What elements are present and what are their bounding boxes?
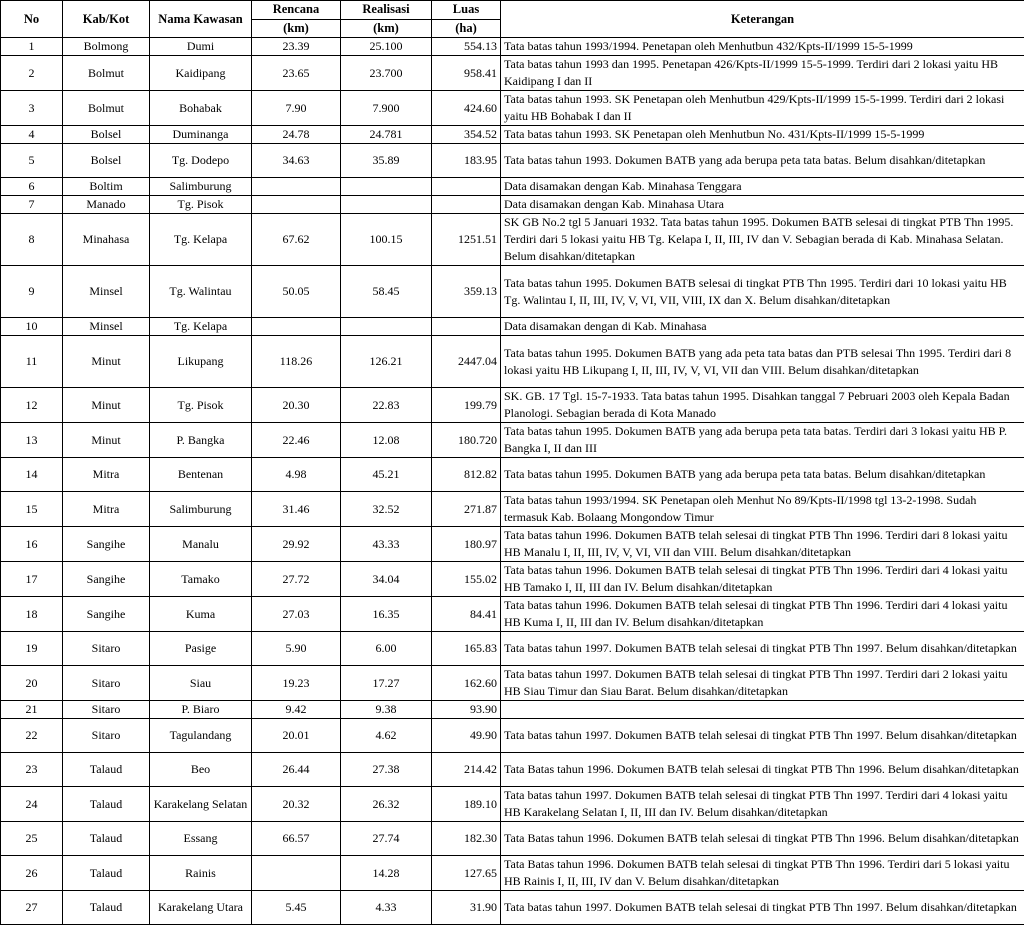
cell-realisasi: 27.38 — [341, 753, 432, 787]
cell-realisasi: 43.33 — [341, 527, 432, 562]
cell-keterangan: SK GB No.2 tgl 5 Januari 1932. Tata batas tahun 1995. Dokumen BATB selesai di tingkat PTB Thn 1995. Terdiri dari 5 lokasi yaitu HB Tg. Kelapa I, II, III, IV dan V. Sebagian berada di Kab. Minahasa Selatan. Belum disahkan/ditetapkan — [501, 214, 1024, 266]
table-row — [1, 423, 1024, 458]
cell-nama-kawasan: Tagulandang — [150, 719, 252, 753]
cell-nama-kawasan: Rainis — [150, 856, 252, 891]
cell-rencana: 27.03 — [252, 597, 341, 632]
cell-keterangan: Tata batas tahun 1993 dan 1995. Penetapan 426/Kpts-II/1999 15-5-1999. Terdiri dari 2 lokasi yaitu HB Kaidipang I dan II — [501, 56, 1024, 91]
cell-realisasi: 4.62 — [341, 719, 432, 753]
cell-no: 23 — [1, 753, 63, 787]
header-unit-luas: (ha) — [432, 19, 501, 38]
header-no: No — [1, 1, 63, 38]
cell-no: 13 — [1, 423, 63, 458]
cell-kab-kot: Minut — [63, 423, 150, 458]
cell-kab-kot: Minut — [63, 336, 150, 388]
cell-no: 10 — [1, 318, 63, 336]
table-row — [1, 562, 1024, 597]
cell-rencana: 66.57 — [252, 822, 341, 856]
cell-keterangan: Tata batas tahun 1996. Dokumen BATB telah selesai di tingkat PTB Thn 1996. Terdiri dari 8 lokasi yaitu HB Manalu I, II, III, IV, V, VI, VII dan VIII. Belum disahkan/ditetapkan — [501, 527, 1024, 562]
cell-no: 16 — [1, 527, 63, 562]
cell-luas: 180.97 — [432, 527, 501, 562]
cell-luas: 812.82 — [432, 458, 501, 492]
cell-realisasi: 16.35 — [341, 597, 432, 632]
cell-nama-kawasan: Salimburung — [150, 178, 252, 196]
cell-rencana: 23.39 — [252, 38, 341, 56]
cell-realisasi: 35.89 — [341, 144, 432, 178]
cell-realisasi: 126.21 — [341, 336, 432, 388]
cell-kab-kot: Minsel — [63, 318, 150, 336]
cell-luas: 183.95 — [432, 144, 501, 178]
cell-no: 22 — [1, 719, 63, 753]
cell-luas: 189.10 — [432, 787, 501, 822]
cell-luas: 93.90 — [432, 701, 501, 719]
cell-rencana: 20.32 — [252, 787, 341, 822]
table-row — [1, 597, 1024, 632]
cell-no: 4 — [1, 126, 63, 144]
cell-realisasi: 14.28 — [341, 856, 432, 891]
cell-keterangan: Data disamakan dengan Kab. Minahasa Tenggara — [501, 178, 1024, 196]
table-row — [1, 891, 1024, 925]
cell-kab-kot: Bolmong — [63, 38, 150, 56]
cell-luas: 84.41 — [432, 597, 501, 632]
cell-kab-kot: Bolmut — [63, 56, 150, 91]
cell-kab-kot: Bolmut — [63, 91, 150, 126]
cell-nama-kawasan: Tamako — [150, 562, 252, 597]
cell-kab-kot: Talaud — [63, 753, 150, 787]
cell-realisasi: 34.04 — [341, 562, 432, 597]
cell-rencana: 23.65 — [252, 56, 341, 91]
table-row — [1, 719, 1024, 753]
table-row — [1, 214, 1024, 266]
cell-keterangan: Tata batas tahun 1997. Dokumen BATB telah selesai di tingkat PTB Thn 1997. Terdiri dari 2 lokasi yaitu HB Siau Timur dan Siau Barat. Belum disahkan/ditetapkan — [501, 666, 1024, 701]
cell-nama-kawasan: Tg. Kelapa — [150, 214, 252, 266]
cell-no: 1 — [1, 38, 63, 56]
header-unit-realisasi: (km) — [341, 19, 432, 38]
cell-nama-kawasan: Bentenan — [150, 458, 252, 492]
cell-kab-kot: Bolsel — [63, 126, 150, 144]
cell-nama-kawasan: Essang — [150, 822, 252, 856]
cell-no: 15 — [1, 492, 63, 527]
table-row — [1, 196, 1024, 214]
cell-nama-kawasan: Kaidipang — [150, 56, 252, 91]
cell-kab-kot: Bolsel — [63, 144, 150, 178]
table-row — [1, 492, 1024, 527]
table-row — [1, 787, 1024, 822]
cell-keterangan: Tata batas tahun 1997. Dokumen BATB telah selesai di tingkat PTB Thn 1997. Terdiri dari 4 lokasi yaitu HB Karakelang Selatan I, II, III dan IV. Belum disahkan/ditetapkan — [501, 787, 1024, 822]
cell-keterangan: Tata batas tahun 1993/1994. Penetapan oleh Menhutbun 432/Kpts-II/1999 15-5-1999 — [501, 38, 1024, 56]
header-rencana: Rencana — [252, 1, 341, 20]
cell-no: 24 — [1, 787, 63, 822]
cell-keterangan: Tata batas tahun 1993. SK Penetapan oleh Menhutbun No. 431/Kpts-II/1999 15-5-1999 — [501, 126, 1024, 144]
cell-nama-kawasan: Salimburung — [150, 492, 252, 527]
cell-nama-kawasan: Tg. Pisok — [150, 196, 252, 214]
table-row — [1, 318, 1024, 336]
cell-nama-kawasan: Beo — [150, 753, 252, 787]
cell-luas: 182.30 — [432, 822, 501, 856]
cell-luas: 162.60 — [432, 666, 501, 701]
cell-no: 27 — [1, 891, 63, 925]
cell-nama-kawasan: Karakelang Selatan — [150, 787, 252, 822]
cell-luas — [432, 178, 501, 196]
table-row — [1, 91, 1024, 126]
table-row — [1, 178, 1024, 196]
cell-no: 3 — [1, 91, 63, 126]
cell-realisasi: 23.700 — [341, 56, 432, 91]
cell-luas: 199.79 — [432, 388, 501, 423]
table-body — [1, 38, 1024, 925]
cell-realisasi: 26.32 — [341, 787, 432, 822]
cell-kab-kot: Minsel — [63, 266, 150, 318]
header-kab-kot: Kab/Kot — [63, 1, 150, 38]
cell-no: 25 — [1, 822, 63, 856]
header-luas: Luas — [432, 1, 501, 20]
cell-no: 12 — [1, 388, 63, 423]
cell-no: 9 — [1, 266, 63, 318]
cell-keterangan — [501, 701, 1024, 719]
cell-luas: 155.02 — [432, 562, 501, 597]
cell-realisasi: 4.33 — [341, 891, 432, 925]
cell-rencana — [252, 178, 341, 196]
cell-luas — [432, 318, 501, 336]
cell-nama-kawasan: Tg. Walintau — [150, 266, 252, 318]
cell-keterangan: Tata batas tahun 1997. Dokumen BATB telah selesai di tingkat PTB Thn 1997. Belum disahkan/ditetapkan — [501, 891, 1024, 925]
cell-luas: 214.42 — [432, 753, 501, 787]
cell-kab-kot: Boltim — [63, 178, 150, 196]
cell-keterangan: Tata batas tahun 1996. Dokumen BATB telah selesai di tingkat PTB Thn 1996. Terdiri dari 4 lokasi yaitu HB Kuma I, II, III dan IV. Belum disahkan/ditetapkan — [501, 597, 1024, 632]
cell-no: 18 — [1, 597, 63, 632]
cell-no: 21 — [1, 701, 63, 719]
table-row — [1, 126, 1024, 144]
cell-kab-kot: Talaud — [63, 856, 150, 891]
cell-luas: 180.720 — [432, 423, 501, 458]
cell-keterangan: Tata batas tahun 1993. Dokumen BATB yang ada berupa peta tata batas. Belum disahkan/ditetapkan — [501, 144, 1024, 178]
cell-nama-kawasan: Pasige — [150, 632, 252, 666]
cell-realisasi: 27.74 — [341, 822, 432, 856]
cell-luas: 958.41 — [432, 56, 501, 91]
cell-kab-kot: Sangihe — [63, 562, 150, 597]
cell-kab-kot: Minut — [63, 388, 150, 423]
table-row — [1, 527, 1024, 562]
cell-no: 5 — [1, 144, 63, 178]
cell-rencana: 26.44 — [252, 753, 341, 787]
cell-realisasi — [341, 178, 432, 196]
cell-kab-kot: Minahasa — [63, 214, 150, 266]
cell-rencana: 31.46 — [252, 492, 341, 527]
cell-keterangan: Tata batas tahun 1995. Dokumen BATB yang ada berupa peta tata batas. Terdiri dari 3 lokasi yaitu HB P. Bangka I, II dan III — [501, 423, 1024, 458]
cell-rencana: 22.46 — [252, 423, 341, 458]
table-row — [1, 56, 1024, 91]
cell-kab-kot: Sitaro — [63, 719, 150, 753]
cell-realisasi: 7.900 — [341, 91, 432, 126]
cell-no: 8 — [1, 214, 63, 266]
cell-kab-kot: Sitaro — [63, 701, 150, 719]
cell-nama-kawasan: Tg. Dodepo — [150, 144, 252, 178]
cell-nama-kawasan: P. Bangka — [150, 423, 252, 458]
cell-keterangan: Tata batas tahun 1997. Dokumen BATB telah selesai di tingkat PTB Thn 1997. Belum disahkan/ditetapkan — [501, 632, 1024, 666]
cell-nama-kawasan: Karakelang Utara — [150, 891, 252, 925]
table-row — [1, 144, 1024, 178]
cell-no: 20 — [1, 666, 63, 701]
table-row — [1, 266, 1024, 318]
cell-keterangan: Tata batas tahun 1995. Dokumen BATB yang ada berupa peta tata batas. Belum disahkan/ditetapkan — [501, 458, 1024, 492]
cell-rencana: 34.63 — [252, 144, 341, 178]
cell-keterangan: Data disamakan dengan Kab. Minahasa Utara — [501, 196, 1024, 214]
cell-luas: 359.13 — [432, 266, 501, 318]
header-nama-kawasan: Nama Kawasan — [150, 1, 252, 38]
cell-nama-kawasan: Tg. Kelapa — [150, 318, 252, 336]
cell-kab-kot: Talaud — [63, 787, 150, 822]
cell-no: 7 — [1, 196, 63, 214]
cell-rencana — [252, 856, 341, 891]
cell-no: 17 — [1, 562, 63, 597]
cell-realisasi: 22.83 — [341, 388, 432, 423]
cell-rencana: 29.92 — [252, 527, 341, 562]
cell-keterangan: Tata batas tahun 1996. Dokumen BATB telah selesai di tingkat PTB Thn 1996. Terdiri dari 4 lokasi yaitu HB Tamako I, II, III dan IV. Belum disahkan/ditetapkan — [501, 562, 1024, 597]
cell-realisasi: 45.21 — [341, 458, 432, 492]
header-realisasi: Realisasi — [341, 1, 432, 20]
cell-no: 19 — [1, 632, 63, 666]
cell-nama-kawasan: Dumi — [150, 38, 252, 56]
cell-no: 2 — [1, 56, 63, 91]
cell-kab-kot: Sangihe — [63, 597, 150, 632]
cell-nama-kawasan: P. Biaro — [150, 701, 252, 719]
cell-rencana: 50.05 — [252, 266, 341, 318]
cell-realisasi: 24.781 — [341, 126, 432, 144]
cell-nama-kawasan: Siau — [150, 666, 252, 701]
cell-luas — [432, 196, 501, 214]
cell-luas: 354.52 — [432, 126, 501, 144]
cell-rencana: 118.26 — [252, 336, 341, 388]
cell-keterangan: SK. GB. 17 Tgl. 15-7-1933. Tata batas tahun 1995. Disahkan tanggal 7 Pebruari 2003 oleh Kepala Badan Planologi. Sebagian berada di Kota Manado — [501, 388, 1024, 423]
cell-luas: 31.90 — [432, 891, 501, 925]
cell-nama-kawasan: Kuma — [150, 597, 252, 632]
cell-no: 6 — [1, 178, 63, 196]
cell-luas: 49.90 — [432, 719, 501, 753]
table-row — [1, 753, 1024, 787]
cell-kab-kot: Mitra — [63, 492, 150, 527]
cell-rencana: 19.23 — [252, 666, 341, 701]
cell-nama-kawasan: Likupang — [150, 336, 252, 388]
cell-realisasi — [341, 318, 432, 336]
cell-keterangan: Tata batas tahun 1995. Dokumen BATB yang ada peta tata batas dan PTB selesai Thn 1995. Terdiri dari 8 lokasi yaitu HB Likupang I, II, III, IV, V, VI, VII dan VIII. Belum disahkan/ditetapkan — [501, 336, 1024, 388]
cell-keterangan: Tata batas tahun 1993/1994. SK Penetapan oleh Menhut No 89/Kpts-II/1998 tgl 13-2-1998. Sudah termasuk Kab. Bolaang Mongondow Timur — [501, 492, 1024, 527]
cell-realisasi: 12.08 — [341, 423, 432, 458]
cell-realisasi: 100.15 — [341, 214, 432, 266]
table-row — [1, 632, 1024, 666]
cell-luas: 165.83 — [432, 632, 501, 666]
table-row — [1, 388, 1024, 423]
cell-no: 26 — [1, 856, 63, 891]
cell-kab-kot: Talaud — [63, 822, 150, 856]
cell-keterangan: Tata Batas tahun 1996. Dokumen BATB telah selesai di tingkat PTB Thn 1996. Belum disahkan/ditetapkan — [501, 753, 1024, 787]
cell-keterangan: Data disamakan dengan di Kab. Minahasa — [501, 318, 1024, 336]
cell-rencana: 24.78 — [252, 126, 341, 144]
cell-realisasi: 9.38 — [341, 701, 432, 719]
table-row — [1, 336, 1024, 388]
table-row — [1, 38, 1024, 56]
cell-rencana: 27.72 — [252, 562, 341, 597]
cell-realisasi: 6.00 — [341, 632, 432, 666]
cell-kab-kot: Mitra — [63, 458, 150, 492]
header-unit-rencana: (km) — [252, 19, 341, 38]
cell-rencana — [252, 318, 341, 336]
table-row — [1, 822, 1024, 856]
cell-kab-kot: Sitaro — [63, 632, 150, 666]
cell-realisasi — [341, 196, 432, 214]
cell-no: 14 — [1, 458, 63, 492]
cell-nama-kawasan: Bohabak — [150, 91, 252, 126]
cell-nama-kawasan: Tg. Pisok — [150, 388, 252, 423]
cell-rencana: 7.90 — [252, 91, 341, 126]
cell-kab-kot: Manado — [63, 196, 150, 214]
cell-rencana: 67.62 — [252, 214, 341, 266]
cell-rencana: 5.90 — [252, 632, 341, 666]
cell-realisasi: 25.100 — [341, 38, 432, 56]
cell-keterangan: Tata batas tahun 1995. Dokumen BATB selesai di tingkat PTB Thn 1995. Terdiri dari 10 lokasi yaitu HB Tg. Walintau I, II, III, IV, V, VI, VII, VIII, IX dan X. Belum disahkan/ditetapkan — [501, 266, 1024, 318]
cell-rencana: 20.01 — [252, 719, 341, 753]
cell-keterangan: Tata Batas tahun 1996. Dokumen BATB telah selesai di tingkat PTB Thn 1996. Belum disahkan/ditetapkan — [501, 822, 1024, 856]
cell-luas: 554.13 — [432, 38, 501, 56]
cell-luas: 271.87 — [432, 492, 501, 527]
cell-luas: 1251.51 — [432, 214, 501, 266]
header-keterangan: Keterangan — [501, 1, 1024, 38]
table-row — [1, 458, 1024, 492]
cell-rencana: 4.98 — [252, 458, 341, 492]
cell-kab-kot: Talaud — [63, 891, 150, 925]
cell-luas: 2447.04 — [432, 336, 501, 388]
cell-nama-kawasan: Manalu — [150, 527, 252, 562]
cell-realisasi: 17.27 — [341, 666, 432, 701]
table-row — [1, 856, 1024, 891]
cell-rencana — [252, 196, 341, 214]
cell-realisasi: 32.52 — [341, 492, 432, 527]
cell-rencana: 9.42 — [252, 701, 341, 719]
table-row — [1, 666, 1024, 701]
cell-rencana: 20.30 — [252, 388, 341, 423]
cell-keterangan: Tata batas tahun 1993. SK Penetapan oleh Menhutbun 429/Kpts-II/1999 15-5-1999. Terdiri dari 2 lokasi yaitu HB Bohabak I dan II — [501, 91, 1024, 126]
cell-keterangan: Tata batas tahun 1997. Dokumen BATB telah selesai di tingkat PTB Thn 1997. Belum disahkan/ditetapkan — [501, 719, 1024, 753]
cell-kab-kot: Sangihe — [63, 527, 150, 562]
cell-keterangan: Tata Batas tahun 1996. Dokumen BATB telah selesai di tingkat PTB Thn 1996. Terdiri dari 5 lokasi yaitu HB Rainis I, II, III, IV dan V. Belum disahkan/ditetapkan — [501, 856, 1024, 891]
table-row — [1, 701, 1024, 719]
cell-rencana: 5.45 — [252, 891, 341, 925]
cell-realisasi: 58.45 — [341, 266, 432, 318]
cell-luas: 424.60 — [432, 91, 501, 126]
cell-kab-kot: Sitaro — [63, 666, 150, 701]
cell-luas: 127.65 — [432, 856, 501, 891]
cell-no: 11 — [1, 336, 63, 388]
cell-nama-kawasan: Duminanga — [150, 126, 252, 144]
